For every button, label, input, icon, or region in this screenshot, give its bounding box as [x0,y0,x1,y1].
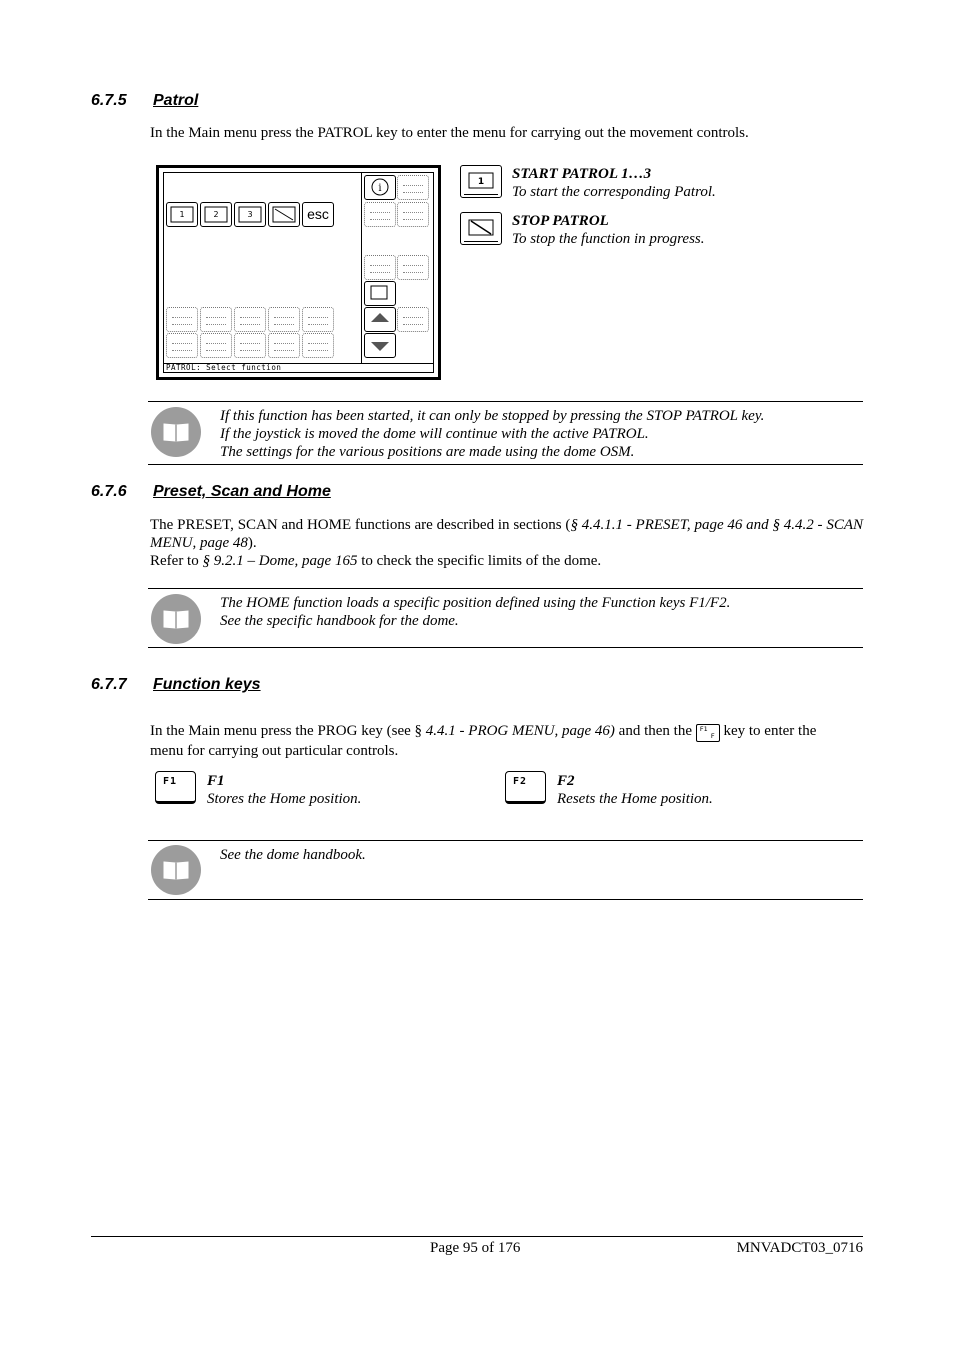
screen-key [234,307,266,332]
screen-key [166,333,198,358]
up-arrow-icon [364,307,396,332]
page-number: Page 95 of 176 [430,1240,521,1256]
item-text: Stores the Home position. [207,791,362,807]
screen-key [364,255,396,280]
limits-text: to check the specific limits of the dome. [357,553,602,569]
start-patrol-key-icon [460,165,502,198]
item-text: Resets the Home position. [557,791,713,807]
function-keys-paragraph [150,722,863,760]
svg-text:2: 2 [213,210,219,219]
fk-reference: 4.4.1 - PROG MENU, page 46) [425,723,615,739]
item-title: F2 [557,773,575,789]
screen-key [200,333,232,358]
screen-key [397,281,429,306]
item-text: To stop the function in progress. [512,231,705,247]
screen-key [397,333,429,358]
screen-key [166,307,198,332]
screen-key [397,307,429,332]
patrol-1-screen-key [166,202,198,227]
note-line: The HOME function loads a specific position defined using the Function keys F1/F2. [220,595,731,611]
dome-limits-paragraph [150,552,863,570]
screen-divider [361,173,362,363]
section-heading-patrol [91,92,198,110]
note-text [220,594,730,630]
note-line: The settings for the various positions are made using the dome OSM. [220,444,635,460]
screen-key [234,333,266,358]
section-title: Patrol [153,92,199,109]
limits-reference: § 9.2.1 – Dome, page 165 [202,553,358,569]
patrol-2-screen-key [200,202,232,227]
fk-text: and then the [614,723,696,739]
item-title: STOP PATROL [512,213,609,229]
section-heading-preset [91,483,331,501]
function-key-icon [696,724,720,742]
stop-patrol-description [512,212,705,248]
handbook-note [148,840,863,900]
stop-patrol-screen-key [268,202,300,227]
inline-key-bottom: F [710,732,715,740]
section-number: 6.7.5 [91,92,127,109]
section-title: Preset, Scan and Home [153,483,331,500]
preset-text: ). [247,535,257,551]
screen-status-line: PATROL: Select function [164,363,433,372]
item-text: To start the corresponding Patrol. [512,184,716,200]
screen-key [268,307,300,332]
patrol-3-screen-key [234,202,266,227]
preset-reference: § 4.4.1.1 - PRESET, page 46 and § 4.4.2 - SCAN MENU, page 48 [150,517,863,551]
footer-rule [91,1236,863,1237]
info-screen-key [364,175,396,200]
stop-patrol-key-icon [460,212,502,245]
section-heading-function-keys [91,676,261,694]
note-text [220,407,764,461]
preset-text: The PRESET, SCAN and HOME functions are described in sections ( [150,517,571,533]
svg-text:1: 1 [477,177,485,187]
note-text [220,846,366,864]
section-number: 6.7.7 [91,676,127,693]
screen-key [397,202,429,227]
svg-text:i: i [378,183,382,194]
book-icon [151,407,201,457]
section-number: 6.7.6 [91,483,127,500]
esc-screen-key: esc [302,202,334,227]
note-line: See the specific handbook for the dome. [220,613,459,629]
section-title: Function keys [153,676,261,693]
f1-description [207,772,361,808]
patrol-note [148,401,863,465]
svg-text:3: 3 [247,210,253,219]
f2-key-icon: F2 [505,771,546,804]
preset-paragraph [150,516,863,552]
f2-description [557,772,713,808]
screen-key [364,202,396,227]
document-code: MNVADCT03_0716 [736,1240,863,1256]
screen-key [302,307,334,332]
patrol-screen-image [156,165,441,380]
start-patrol-description [512,165,716,201]
patrol-intro: In the Main menu press the PATROL key to enter the menu for carrying out the movement controls. [150,125,749,141]
inline-key-top: F1 [699,725,708,733]
screen-key [200,307,232,332]
note-line: If the joystick is moved the dome will continue with the active PATROL. [220,426,649,442]
down-arrow-icon [364,333,396,358]
screen-key [397,255,429,280]
item-title: F1 [207,773,225,789]
note-line: If this function has been started, it can only be stopped by pressing the STOP PATROL key. [220,408,765,424]
book-icon [151,845,201,895]
screen-key [302,333,334,358]
f1-key-icon: F1 [155,771,196,804]
screen-key [364,281,396,306]
home-note [148,588,863,648]
limits-text: Refer to [150,553,203,569]
screen-key [268,333,300,358]
item-title: START PATROL 1…3 [512,166,652,182]
screen-key [397,175,429,200]
fk-text: key to enter the [719,723,817,739]
fk-text: In the Main menu press the PROG key (see § [150,723,426,739]
note-line: See the dome handbook. [220,847,366,863]
svg-text:1: 1 [179,210,185,219]
fk-text: menu for carrying out particular controls. [150,743,399,759]
book-icon [151,594,201,644]
